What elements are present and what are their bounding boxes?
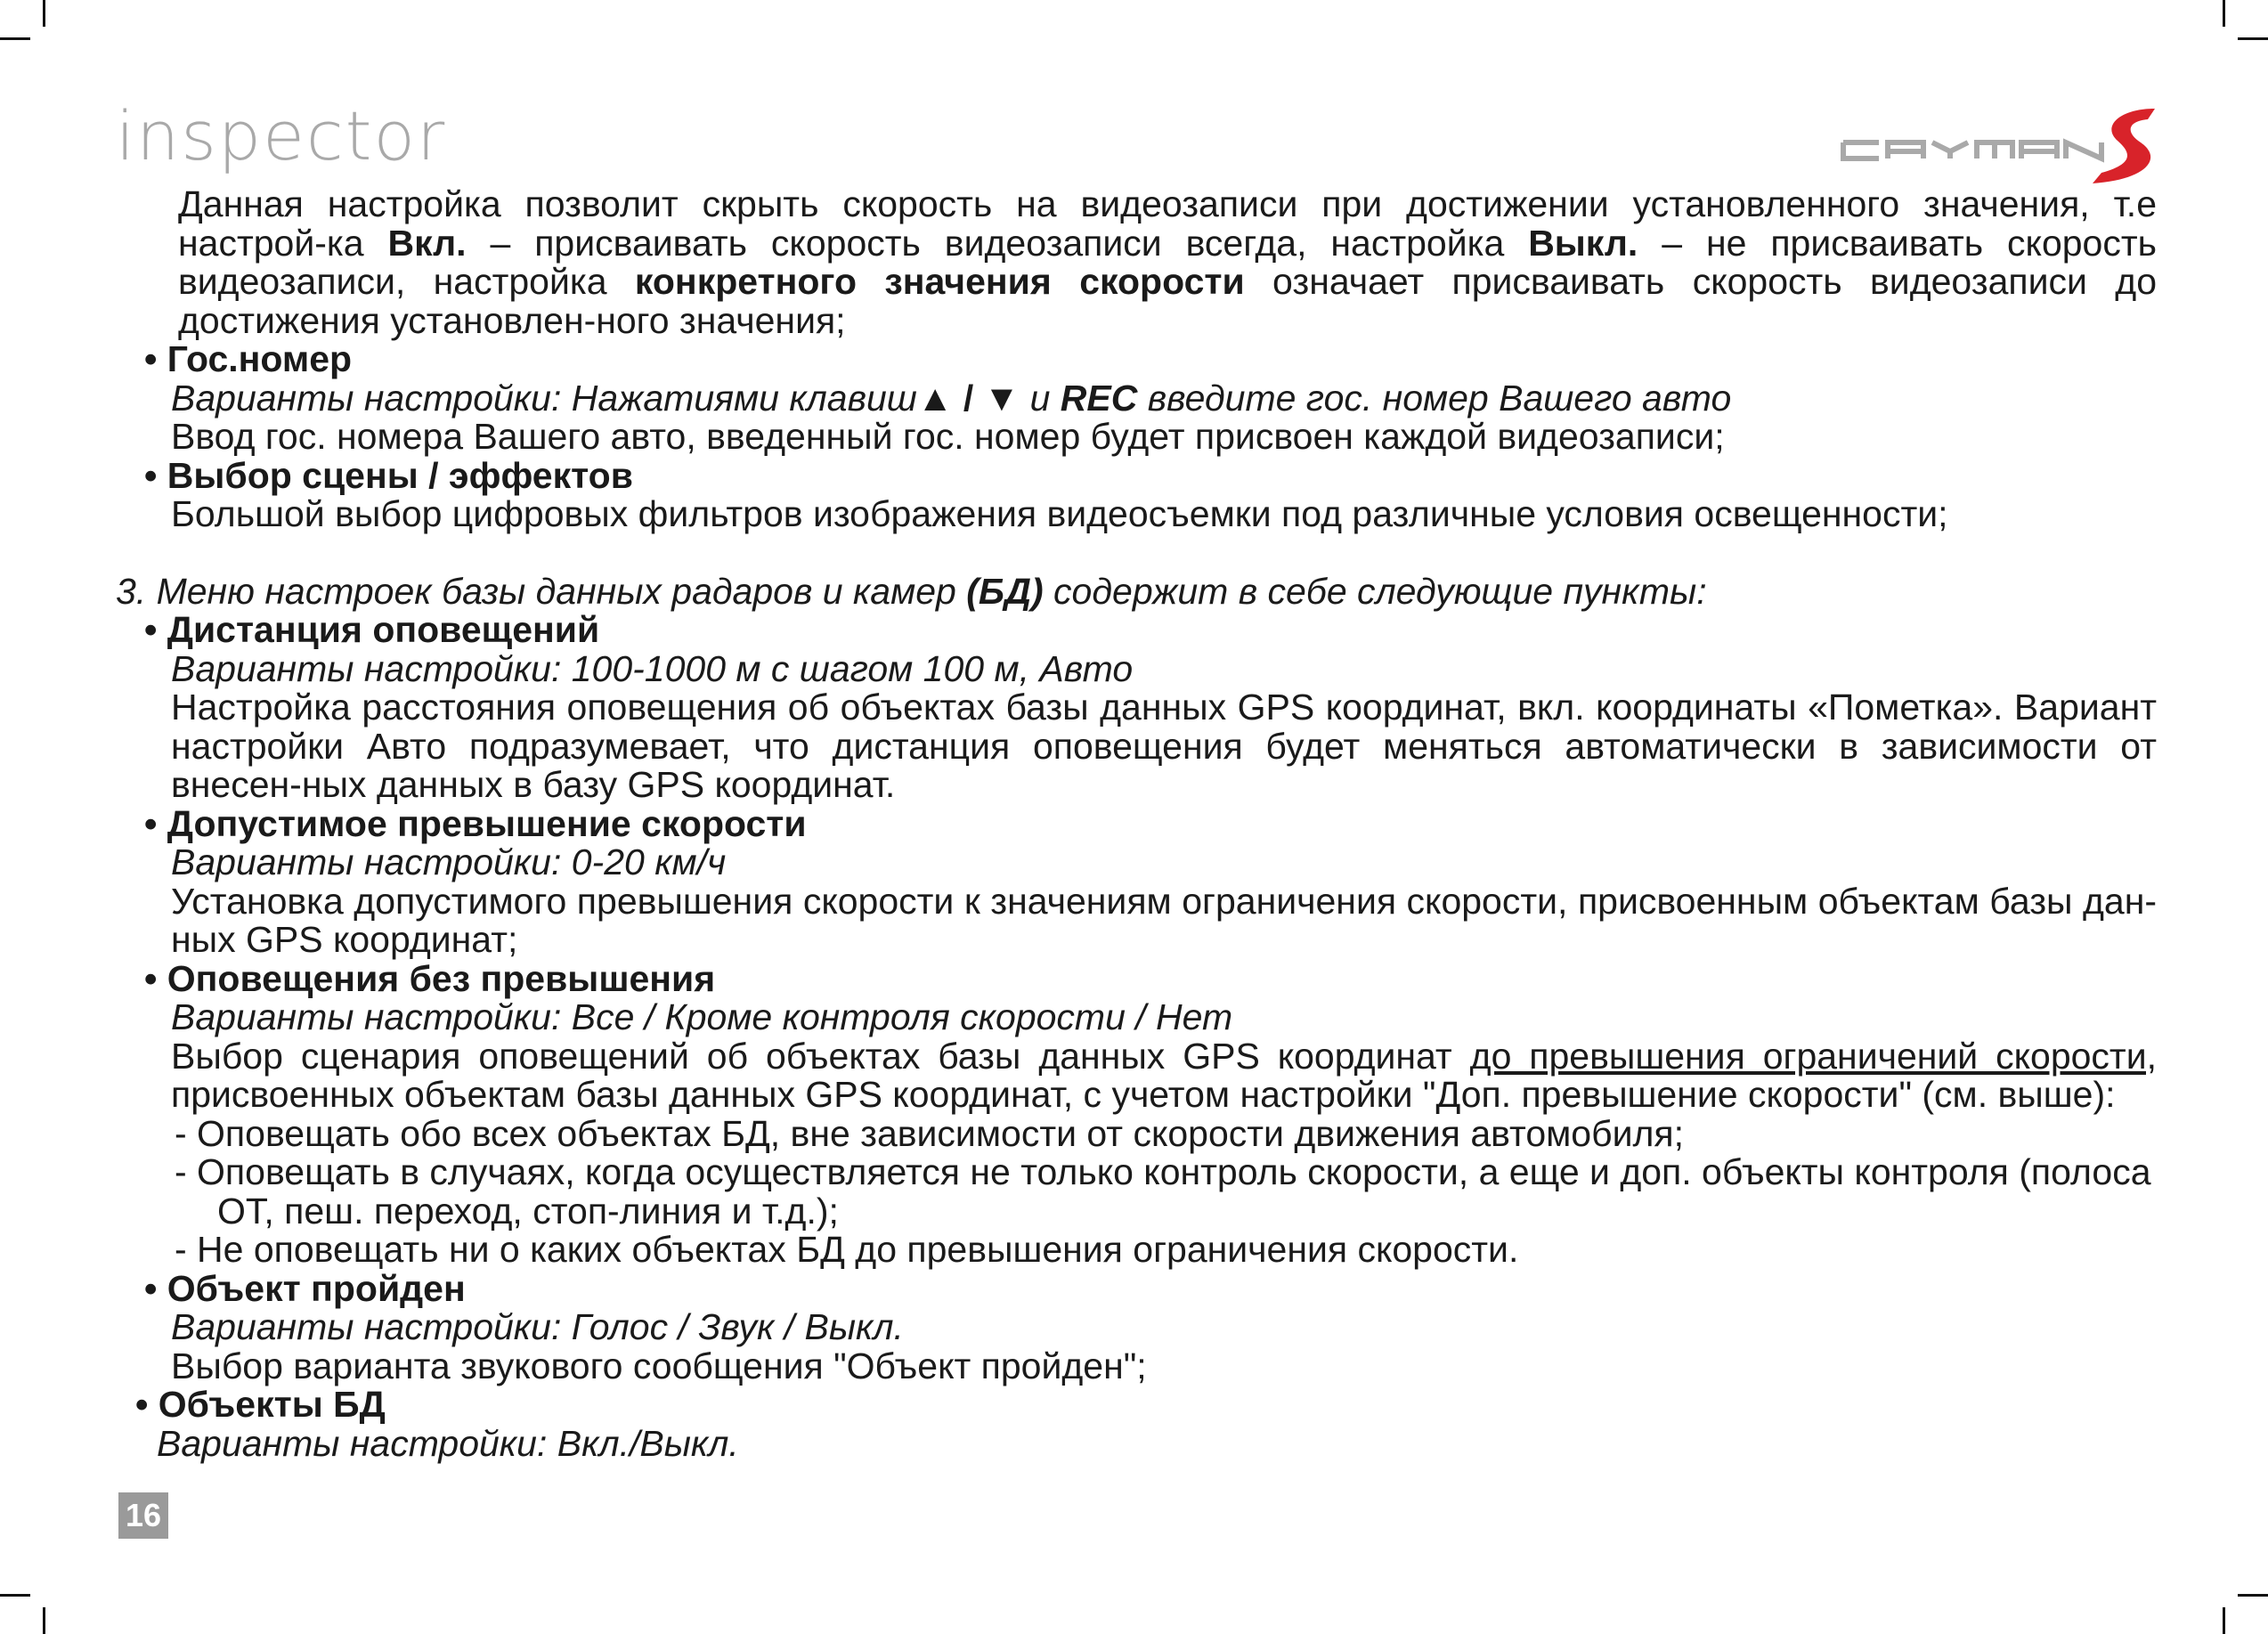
distance-heading: • Дистанция оповещений [144,609,600,650]
overspeed-description: Установка допустимого превышения скорости к значениям ограничения скорости, присвоенным объектам базы дан-ных GPS координат; [171,880,2157,960]
overspeed-options: Варианты настройки: 0-20 км/ч [171,841,727,882]
rec-key-label: REC [1060,377,1138,419]
list-item: - Оповещать в случаях, когда осуществляется не только контроль скорости, а еще и доп. объекты контроля (полоса [175,1151,2151,1192]
db-objects-options: Варианты настройки: Вкл./Выкл. [157,1422,739,1464]
list-item: - Не оповещать ни о каких объектах БД до превышения ограничения скорости. [175,1229,1519,1270]
passed-options: Варианты настройки: Голос / Звук / Выкл. [171,1306,904,1347]
cayman-s-logo [1834,100,2164,189]
crop-mark [2223,1607,2225,1634]
section-3-heading [116,570,2157,612]
distance-options: Варианты настройки: 100-1000 м с шагом 100 м, Авто [171,647,1134,689]
noexceed-description [116,1037,2157,1115]
list-item: - Оповещать обо всех объектах БД, вне зависимости от скорости движения автомобиля; [175,1112,1685,1154]
intro-bold-value: конкретного значения скорости [634,261,1245,302]
noexceed-heading: • Оповещения без превышения [144,957,716,999]
section-3-bold: (БД) [966,570,1044,612]
intro-paragraph [116,185,2157,340]
crop-mark [2223,0,2225,27]
crop-mark [2238,37,2268,40]
crop-mark [43,1607,45,1634]
scene-description: Большой выбор цифровых фильтров изображения видеосъемки под различные условия освещенности; [171,493,1948,534]
arrow-keys-icon: ▲ / ▼ [916,377,1020,419]
passed-description: Выбор варианта звукового сообщения "Объект пройден"; [171,1345,1147,1386]
overspeed-heading: • Допустимое превышение скорости [144,802,807,844]
gos-options-text: введите гос. номер Вашего авто [1137,377,1732,419]
intro-bold-on: Вкл. [387,222,467,264]
gos-options-text: и [1020,377,1061,419]
noexceed-text: присвоенных объектам базы данных GPS координат, с учетом настройки "Доп. превышение скорости" (см. выше): [171,1074,2116,1115]
section-3-text: содержит в себе следующие пункты: [1043,570,1707,612]
scene-heading: • Выбор сцены / эффектов [144,454,633,496]
noexceed-options: Варианты настройки: Все / Кроме контроля скорости / Нет [171,996,1233,1037]
gos-number-description: Ввод гос. номера Вашего авто, введенный гос. номер будет присвоен каждой видеозаписи; [171,416,1725,457]
db-objects-heading: • Объекты БД [135,1384,386,1425]
intro-text: означает присваивать скорость видеозаписи до достижения установлен-ного значения; [178,261,2157,341]
crop-mark [43,0,45,27]
crop-mark [0,1594,30,1597]
intro-text: Данная настройка позволит скрыть скорость на видеозаписи при достижении установленного значения, т.е настрой-ка [178,183,2157,264]
section-3-text: 3. Меню настроек базы данных радаров и камер [116,570,967,612]
crop-mark [0,37,30,40]
noexceed-text: Выбор сценария оповещений об объектах базы данных GPS координат [171,1035,1470,1077]
crop-mark [2238,1594,2268,1597]
manual-page-body [116,185,2157,1463]
gos-options-text: Варианты настройки: Нажатиями клавиш [171,377,917,419]
intro-text: – присваивать скорость видеозаписи всегда, настройка [466,222,1529,264]
noexceed-underlined: до превышения ограничений скорости, [1469,1035,2157,1077]
gos-number-heading: • Гос.номер [144,338,353,379]
list-item: ОТ, пеш. переход, стоп-линия и т.д.); [217,1190,839,1232]
distance-description: Настройка расстояния оповещения об объектах базы данных GPS координат, вкл. координаты «Пометка». Вариант настройки Авто подразумевает, что дистанция оповещения будет меняться автоматически в зависимости от внесен-ных данных в базу GPS координат. [171,687,2157,805]
intro-text: – не присваивать скорость видеозаписи, настройка [178,222,2157,302]
passed-heading: • Объект пройден [144,1267,466,1309]
gos-number-options [116,379,2157,419]
page-number-badge: 16 [118,1492,168,1539]
inspector-logo: inspector [116,96,447,175]
intro-bold-off: Выкл. [1528,222,1638,264]
